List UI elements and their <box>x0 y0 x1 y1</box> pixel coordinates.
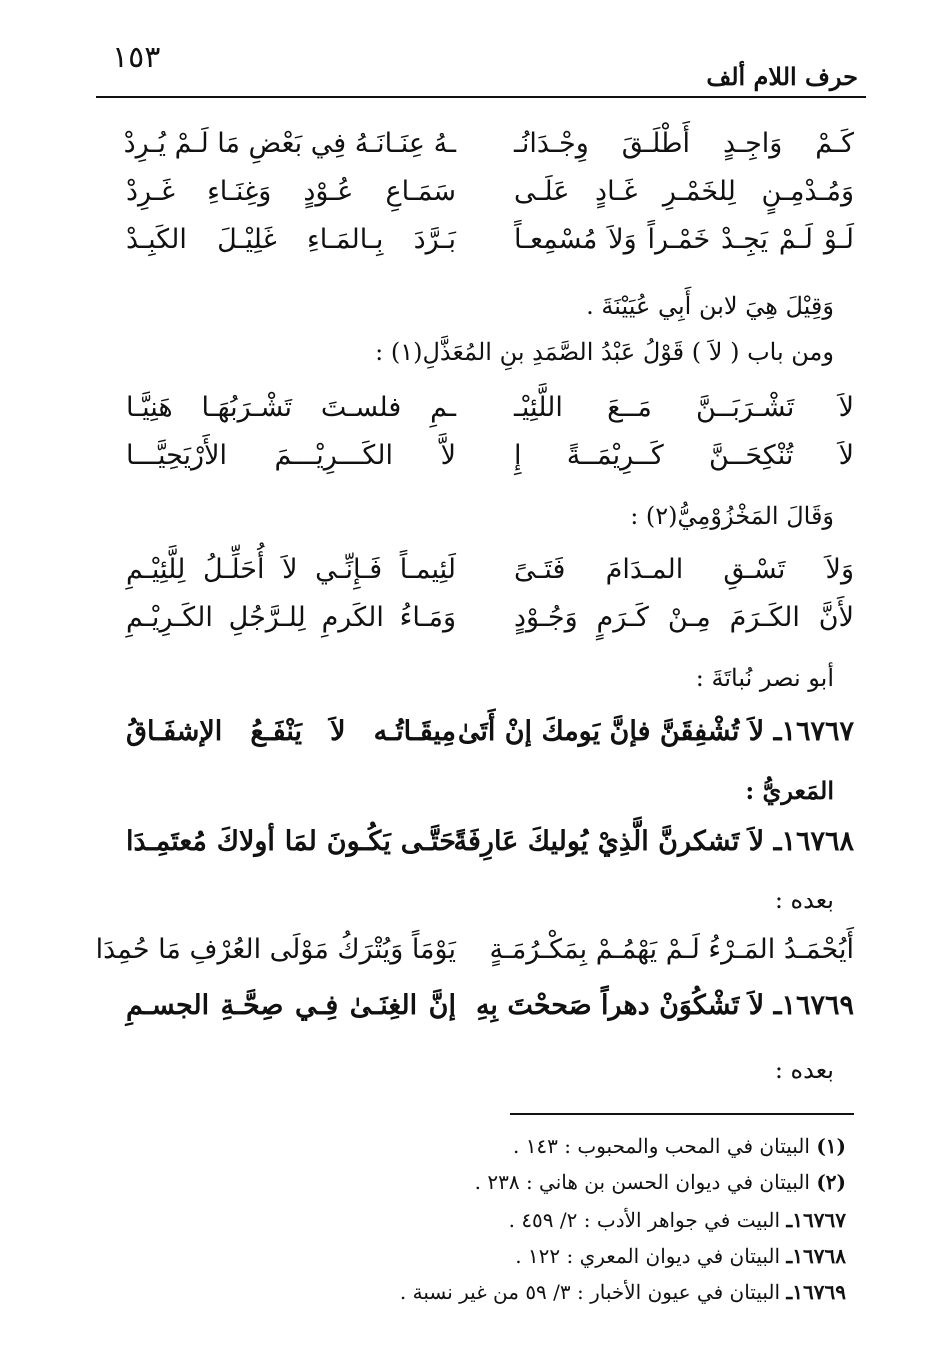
footnote-marker: ١٦٧٦٩ـ <box>786 1280 846 1304</box>
footnote-text: البيت في جواهر الأدب : ٢/ ٤٥٩ . <box>508 1208 781 1232</box>
verse-first-hemistich: ١٦٧٦٨ـ لاَ تَشكرنَّ الَّذِيْ يُوليكَ عَارِفَةً <box>453 826 854 857</box>
footnote-text: البيتان في المحب والمحبوب : ١٤٣ . <box>512 1134 810 1158</box>
verse-second-hemistich: بَـرَّدَ بِـالمَـاءِ غَلِيْـلَ الكَبِـدْ <box>126 224 456 255</box>
footnote-rule <box>510 1113 854 1115</box>
verse-first-hemistich: ١٦٧٦٧ـ لاَ تُشْفِقَنَّ فإنَّ يَومكَ إنْ أَتَىٰ <box>457 716 854 747</box>
verse-second-hemistich: ـمِ فلسـتَ تَشْـرَبُهَـا هَنِيَّـا <box>126 392 456 423</box>
footnote-text: البيتان في عيون الأخبار : ٣/ ٥٩ من غير نسبة . <box>399 1280 781 1304</box>
verse-line <box>96 392 854 432</box>
footnote-text: البيتان في ديوان الحسن بن هاني : ٢٣٨ . <box>474 1170 810 1194</box>
prose-line: المَعريُّ : <box>745 776 834 805</box>
footnote-text: البيتان في ديوان المعري : ١٢٢ . <box>515 1244 781 1268</box>
verse-line <box>96 716 854 756</box>
verse-first-hemistich: كَـمْ وَاجِـدٍ أَطْلَـقَ وِجْـدَانُـ <box>514 128 854 159</box>
verse-second-hemistich: إنَّ الغِنَـىٰ فِـي صِحَّـةِ الجسـمِ <box>126 990 456 1021</box>
footnote <box>509 1208 846 1232</box>
verse-line <box>96 990 854 1030</box>
footnote <box>400 1280 846 1304</box>
verse-second-hemistich: لاَّ الكَـــرِيْـــمَ الأَرْيَحِيَّـــا <box>126 440 456 471</box>
verse-line <box>96 602 854 642</box>
verse-second-hemistich: حَتَّـى يَكُـونَ لمَا أولاكَ مُعتَمِـدَا <box>126 826 456 857</box>
verse-line <box>96 128 854 168</box>
verse-second-hemistich: ـهُ عِنَـانَـهُ فِي بَعْضِ مَا لَـمْ يُـرِدْ <box>123 128 456 159</box>
footnote <box>515 1244 846 1268</box>
verse-first-hemistich: لاَ تَشْـرَبَــنَّ مَــعَ اللَّئِيْـ <box>514 392 854 423</box>
footnote-marker: (١) <box>816 1134 846 1158</box>
page-number: ١٥٣ <box>112 40 161 75</box>
footnote-marker: ١٦٧٦٧ـ <box>786 1208 846 1232</box>
verse-second-hemistich: لَئِيمـاً فَـإِنِّـي لاَ أُحَلِّـلُ لِلَّئِيْـمِ <box>126 554 456 585</box>
verse-line <box>96 826 854 866</box>
verse-first-hemistich: وَلاَ تَسْـقِ المـدَامَ فَتَـىً <box>514 554 854 585</box>
verse-first-hemistich: لاَ تُنْكِحَــنَّ كَــرِيْمَــةً إِ <box>514 440 854 471</box>
verse-first-hemistich: أَيُحْمَـدُ المَـرْءُ لَـمْ يَهْمُـمْ بِمَكْـرُمَـةٍ <box>489 934 854 965</box>
prose-line: وَقَالَ المَخْزُوْمِيُّ(٢) : <box>630 502 834 530</box>
running-head: حرف اللام ألف <box>706 62 858 91</box>
verse-second-hemistich: وَمَـاءُ الكَرمِ لِلـرَّجُلِ الكَـرِيْـمِ <box>126 602 456 633</box>
footnote <box>475 1170 846 1194</box>
verse-second-hemistich: مِيقَـاتُـه لاَ يَنْفَـعُ الإشفَـاقُ <box>126 716 456 747</box>
verse-line <box>96 176 854 216</box>
footnote <box>513 1134 846 1158</box>
verse-line <box>96 224 854 264</box>
verse-line <box>96 934 854 974</box>
prose-line: أبو نصر نُباتَةَ : <box>695 664 834 692</box>
footnote-marker: ١٦٧٦٨ـ <box>786 1244 846 1268</box>
verse-second-hemistich: سَمَـاعِ عُـوْدٍ وَغِنَـاءِ غَـرِدْ <box>126 176 456 207</box>
verse-first-hemistich: لأَنَّ الكَـرَمَ مِـنْ كَـرَمٍ وَجُـوْدٍ <box>514 602 854 633</box>
prose-line: بعده : <box>774 886 834 914</box>
prose-line: ومن باب ( لاَ ) قَوْلُ عَبْدُ الصَّمَدِ بنِ المُعَذَّلِ(١) : <box>375 338 834 366</box>
verse-first-hemistich: وَمُـدْمِـنٍ لِلخَمْـرِ غَـادٍ عَلَـى <box>514 176 854 207</box>
footnote-marker: (٢) <box>816 1170 846 1194</box>
verse-second-hemistich: يَوْمَاً وَيُتْرَكُ مَوْلَى العُرْفِ مَا حُمِدَا <box>95 934 456 965</box>
verse-first-hemistich: ١٦٧٦٩ـ لاَ تَشْكُوَنْ دهراً صَححْتَ بِهِ <box>475 990 854 1021</box>
header-rule <box>96 96 866 98</box>
verse-line <box>96 554 854 594</box>
verse-first-hemistich: لَـوْ لَـمْ يَجِـدْ خَمْـراً وَلاَ مُسْمِعـاً <box>514 224 854 255</box>
verse-line <box>96 440 854 480</box>
prose-line: بعده : <box>774 1056 834 1084</box>
prose-line: وَقِيْلَ هِيَ لابن أَبِي عُيَيْنَةَ . <box>586 292 834 320</box>
